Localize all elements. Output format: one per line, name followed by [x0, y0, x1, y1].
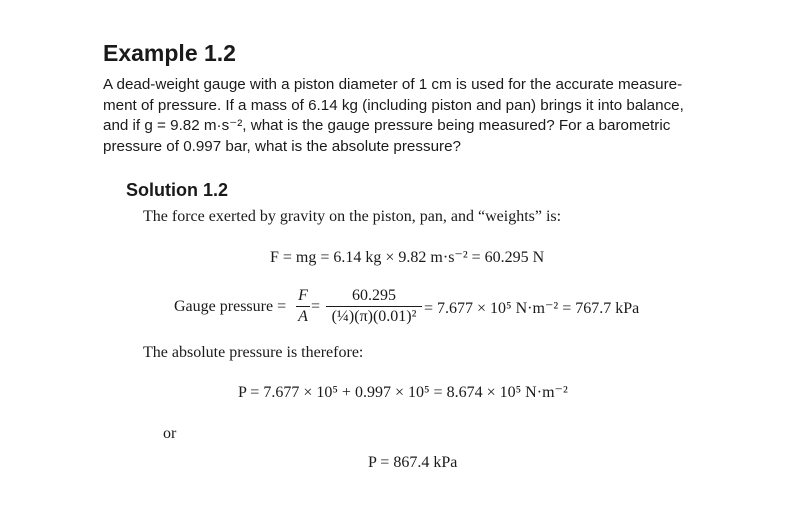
problem-line: and if g = 9.82 m·s⁻², what is the gauge pressure being measured? For a barometric — [103, 117, 671, 135]
equals-sign: = — [311, 298, 321, 315]
final-pressure-equation: P = 867.4 kPa — [368, 454, 458, 471]
solution-title: Solution 1.2 — [126, 180, 229, 200]
problem-line: A dead-weight gauge with a piston diameter of 1 cm is used for the accurate measure- — [103, 76, 683, 93]
problem-line: pressure of 0.997 bar, what is the absolute pressure? — [103, 137, 461, 155]
example-title: Example 1.2 — [103, 40, 236, 66]
absolute-pressure-equation: P = 7.677 × 10⁵ + 0.997 × 10⁵ = 8.674 × 10⁵ N·m⁻² — [238, 384, 568, 401]
or-connector: or — [163, 425, 177, 442]
gauge-pressure-result: = 7.677 × 10⁵ N·m⁻² = 767.7 kPa — [424, 300, 640, 317]
force-equation: F = mg = 6.14 kg × 9.82 m·s⁻² = 60.295 N — [270, 249, 545, 266]
fraction-numerator: F — [298, 287, 308, 304]
fraction-denominator: (¼)(π)(0.01)² — [331, 308, 417, 325]
problem-statement — [103, 75, 743, 157]
gauge-pressure-label: Gauge pressure = — [174, 298, 287, 315]
fraction-numerator: 60.295 — [352, 287, 396, 304]
problem-line: ment of pressure. If a mass of 6.14 kg (including piston and pan) brings it into balance, — [103, 96, 684, 114]
gauge-value-fraction — [326, 287, 422, 326]
fraction-bar — [326, 306, 422, 307]
fraction-denominator: A — [298, 308, 308, 325]
absolute-intro-text: The absolute pressure is therefore: — [143, 344, 364, 361]
force-intro-text: The force exerted by gravity on the piston, pan, and “weights” is: — [143, 208, 562, 225]
force-over-area-fraction — [296, 287, 310, 326]
fraction-bar — [296, 306, 310, 307]
